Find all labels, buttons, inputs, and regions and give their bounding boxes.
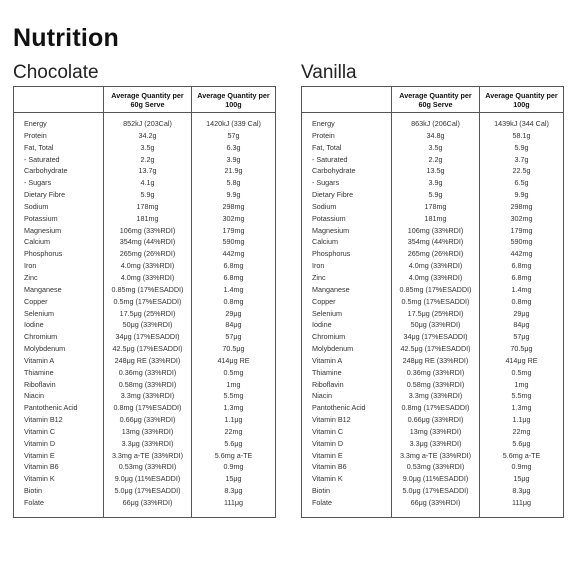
per-100g-cell: 9.9g bbox=[480, 189, 564, 201]
per-serve-cell: 42.5μg (17%ESADDI) bbox=[104, 343, 192, 355]
per-serve-cell: 863kJ (206Cal) bbox=[392, 113, 480, 130]
nutrient-name-cell: Vitamin D bbox=[14, 438, 104, 450]
nutrient-name-cell: - Sugars bbox=[14, 177, 104, 189]
per-100g-cell: 5.6mg a-TE bbox=[480, 450, 564, 462]
table-row bbox=[14, 331, 276, 343]
per-100g-cell: 1.4mg bbox=[192, 284, 276, 296]
per-100g-cell: 1.1μg bbox=[192, 414, 276, 426]
table-row bbox=[14, 438, 276, 450]
table-body bbox=[14, 113, 276, 518]
nutrient-name-cell: Molybdenum bbox=[302, 343, 392, 355]
per-100g-cell: 3.9g bbox=[192, 154, 276, 166]
per-serve-cell: 5.0μg (17%ESADDI) bbox=[104, 485, 192, 497]
per-serve-cell: 181mg bbox=[392, 213, 480, 225]
per-serve-cell: 3.3mg a-TE (33%RDI) bbox=[104, 450, 192, 462]
per-100g-cell: 8.3μg bbox=[192, 485, 276, 497]
chocolate-panel bbox=[13, 62, 275, 518]
table-row bbox=[14, 390, 276, 402]
nutrient-name-cell: Copper bbox=[302, 296, 392, 308]
nutrient-name-cell: Energy bbox=[302, 113, 392, 130]
vanilla-panel bbox=[301, 62, 563, 518]
table-row bbox=[14, 177, 276, 189]
nutrient-name-cell: Iron bbox=[302, 260, 392, 272]
per-100g-cell: 0.9mg bbox=[192, 461, 276, 473]
nutrient-name-cell: Vitamin A bbox=[14, 355, 104, 367]
per-serve-cell: 4.0mg (33%RDI) bbox=[392, 260, 480, 272]
per-serve-cell: 34μg (17%ESADDI) bbox=[104, 331, 192, 343]
per-serve-cell: 34.2g bbox=[104, 130, 192, 142]
per-serve-cell: 13mg (33%RDI) bbox=[104, 426, 192, 438]
per-serve-cell: 178mg bbox=[104, 201, 192, 213]
nutrient-name-cell: Chromium bbox=[14, 331, 104, 343]
nutrient-name-cell: Molybdenum bbox=[14, 343, 104, 355]
per-100g-cell: 6.8mg bbox=[192, 272, 276, 284]
per-serve-cell: 181mg bbox=[104, 213, 192, 225]
per-serve-cell: 0.5mg (17%ESADDI) bbox=[392, 296, 480, 308]
per-100g-cell: 57μg bbox=[192, 331, 276, 343]
table-body bbox=[302, 113, 564, 518]
per-serve-cell: 3.3μg (33%RDI) bbox=[392, 438, 480, 450]
nutrient-name-cell: Vitamin K bbox=[14, 473, 104, 485]
nutrient-name-cell: Potassium bbox=[302, 213, 392, 225]
per-serve-cell: 13mg (33%RDI) bbox=[392, 426, 480, 438]
per-serve-cell: 3.3μg (33%RDI) bbox=[104, 438, 192, 450]
per-serve-cell: 5.9g bbox=[104, 189, 192, 201]
per-serve-cell: 0.36mg (33%RDI) bbox=[392, 367, 480, 379]
per-100g-cell: 22mg bbox=[480, 426, 564, 438]
nutrient-name-cell: Iodine bbox=[14, 319, 104, 331]
table-row bbox=[302, 142, 564, 154]
per-serve-cell: 0.5mg (17%ESADDI) bbox=[104, 296, 192, 308]
per-serve-cell: 0.85mg (17%ESADDI) bbox=[104, 284, 192, 296]
nutrient-name-cell: Dietary Fibre bbox=[302, 189, 392, 201]
per-serve-cell: 0.8mg (17%ESADDI) bbox=[392, 402, 480, 414]
per-serve-cell: 354mg (44%RDI) bbox=[392, 236, 480, 248]
nutrient-name-cell: Selenium bbox=[14, 308, 104, 320]
header-serve-cell: Average Quantity per 60g Serve bbox=[392, 87, 480, 113]
per-100g-cell: 442mg bbox=[480, 248, 564, 260]
per-100g-cell: 6.8mg bbox=[480, 260, 564, 272]
table-row bbox=[14, 485, 276, 497]
per-serve-cell: 5.9g bbox=[392, 189, 480, 201]
table-row bbox=[302, 113, 564, 130]
per-serve-cell: 0.53mg (33%RDI) bbox=[392, 461, 480, 473]
per-serve-cell: 3.3mg a-TE (33%RDI) bbox=[392, 450, 480, 462]
per-100g-cell: 0.5mg bbox=[192, 367, 276, 379]
nutrient-name-cell: Vitamin E bbox=[302, 450, 392, 462]
nutrient-name-cell: Magnesium bbox=[14, 225, 104, 237]
nutrient-name-cell: Zinc bbox=[302, 272, 392, 284]
nutrient-name-cell: Vitamin C bbox=[14, 426, 104, 438]
table-row bbox=[14, 165, 276, 177]
panel-heading: Chocolate bbox=[13, 62, 99, 83]
table-row bbox=[14, 189, 276, 201]
table-row bbox=[14, 308, 276, 320]
per-serve-cell: 4.0mg (33%RDI) bbox=[104, 272, 192, 284]
table-row bbox=[302, 438, 564, 450]
per-100g-cell: 0.8mg bbox=[480, 296, 564, 308]
table-row bbox=[302, 485, 564, 497]
per-100g-cell: 302mg bbox=[192, 213, 276, 225]
per-100g-cell: 5.5mg bbox=[480, 390, 564, 402]
per-serve-cell: 34μg (17%ESADDI) bbox=[392, 331, 480, 343]
per-100g-cell: 298mg bbox=[480, 201, 564, 213]
per-serve-cell: 354mg (44%RDI) bbox=[104, 236, 192, 248]
per-100g-cell: 6.8mg bbox=[480, 272, 564, 284]
per-100g-cell: 111μg bbox=[192, 497, 276, 518]
per-100g-cell: 5.5mg bbox=[192, 390, 276, 402]
nutrition-table bbox=[13, 86, 276, 518]
table-row bbox=[302, 497, 564, 518]
nutrient-name-cell: Fat, Total bbox=[14, 142, 104, 154]
nutrient-name-cell: Calcium bbox=[302, 236, 392, 248]
nutrient-name-cell: Pantothenic Acid bbox=[302, 402, 392, 414]
table-row bbox=[302, 473, 564, 485]
per-serve-cell: 4.1g bbox=[104, 177, 192, 189]
nutrient-name-cell: - Saturated bbox=[14, 154, 104, 166]
per-serve-cell: 0.58mg (33%RDI) bbox=[104, 379, 192, 391]
per-100g-cell: 15μg bbox=[192, 473, 276, 485]
per-100g-cell: 590mg bbox=[480, 236, 564, 248]
per-100g-cell: 5.8g bbox=[192, 177, 276, 189]
table-row bbox=[302, 225, 564, 237]
per-100g-cell: 6.8mg bbox=[192, 260, 276, 272]
nutrient-name-cell: Biotin bbox=[302, 485, 392, 497]
table-row bbox=[302, 260, 564, 272]
nutrient-name-cell: Magnesium bbox=[302, 225, 392, 237]
nutrient-name-cell: Vitamin E bbox=[14, 450, 104, 462]
table-row bbox=[302, 343, 564, 355]
per-serve-cell: 9.0μg (11%ESADDI) bbox=[392, 473, 480, 485]
table-row bbox=[302, 414, 564, 426]
per-serve-cell: 265mg (26%RDI) bbox=[392, 248, 480, 260]
nutrient-name-cell: Phosphorus bbox=[302, 248, 392, 260]
per-100g-cell: 6.5g bbox=[480, 177, 564, 189]
nutrient-name-cell: Carbohydrate bbox=[14, 165, 104, 177]
nutrient-name-cell: Vitamin A bbox=[302, 355, 392, 367]
nutrient-name-cell: Vitamin C bbox=[302, 426, 392, 438]
table-row bbox=[302, 189, 564, 201]
table-row bbox=[302, 248, 564, 260]
per-100g-cell: 5.6μg bbox=[480, 438, 564, 450]
nutrition-table bbox=[301, 86, 564, 518]
per-serve-cell: 4.0mg (33%RDI) bbox=[392, 272, 480, 284]
nutrient-name-cell: Niacin bbox=[302, 390, 392, 402]
table-row bbox=[14, 130, 276, 142]
per-serve-cell: 4.0mg (33%RDI) bbox=[104, 260, 192, 272]
nutrient-name-cell: Sodium bbox=[302, 201, 392, 213]
nutrient-name-cell: Thiamine bbox=[14, 367, 104, 379]
per-serve-cell: 34.8g bbox=[392, 130, 480, 142]
table-row bbox=[14, 343, 276, 355]
header-name-cell bbox=[14, 87, 104, 113]
table-row bbox=[14, 379, 276, 391]
table-row bbox=[302, 130, 564, 142]
per-100g-cell: 1439kJ (344 Cal) bbox=[480, 113, 564, 130]
table-row bbox=[14, 213, 276, 225]
table-row bbox=[14, 236, 276, 248]
table-row bbox=[14, 142, 276, 154]
per-100g-cell: 70.5μg bbox=[480, 343, 564, 355]
per-100g-cell: 590mg bbox=[192, 236, 276, 248]
nutrient-name-cell: Zinc bbox=[14, 272, 104, 284]
nutrient-name-cell: Vitamin B12 bbox=[302, 414, 392, 426]
per-100g-cell: 1.1μg bbox=[480, 414, 564, 426]
per-serve-cell: 265mg (26%RDI) bbox=[104, 248, 192, 260]
per-100g-cell: 57g bbox=[192, 130, 276, 142]
per-100g-cell: 9.9g bbox=[192, 189, 276, 201]
table-row bbox=[302, 308, 564, 320]
per-100g-cell: 58.1g bbox=[480, 130, 564, 142]
table-row bbox=[302, 272, 564, 284]
nutrient-name-cell: Vitamin B6 bbox=[302, 461, 392, 473]
nutrient-name-cell: Fat, Total bbox=[302, 142, 392, 154]
table-header-row bbox=[14, 87, 276, 113]
table-row bbox=[302, 319, 564, 331]
per-serve-cell: 248μg RE (33%RDI) bbox=[104, 355, 192, 367]
table-row bbox=[302, 426, 564, 438]
header-100g-cell: Average Quantity per 100g bbox=[480, 87, 564, 113]
nutrient-name-cell: Vitamin K bbox=[302, 473, 392, 485]
nutrient-name-cell: Riboflavin bbox=[14, 379, 104, 391]
nutrient-name-cell: Chromium bbox=[302, 331, 392, 343]
per-100g-cell: 5.6μg bbox=[192, 438, 276, 450]
per-serve-cell: 2.2g bbox=[104, 154, 192, 166]
nutrient-name-cell: Iron bbox=[14, 260, 104, 272]
per-serve-cell: 0.58mg (33%RDI) bbox=[392, 379, 480, 391]
per-100g-cell: 1.4mg bbox=[480, 284, 564, 296]
table-row bbox=[302, 461, 564, 473]
nutrient-name-cell: - Saturated bbox=[302, 154, 392, 166]
per-100g-cell: 1.3mg bbox=[192, 402, 276, 414]
table-row bbox=[14, 367, 276, 379]
nutrient-name-cell: Manganese bbox=[14, 284, 104, 296]
per-100g-cell: 84μg bbox=[192, 319, 276, 331]
per-serve-cell: 3.5g bbox=[104, 142, 192, 154]
per-serve-cell: 66μg (33%RDI) bbox=[104, 497, 192, 518]
header-100g-cell: Average Quantity per 100g bbox=[192, 87, 276, 113]
per-100g-cell: 22.5g bbox=[480, 165, 564, 177]
nutrient-name-cell: Sodium bbox=[14, 201, 104, 213]
nutrient-name-cell: Phosphorus bbox=[14, 248, 104, 260]
nutrient-name-cell: Selenium bbox=[302, 308, 392, 320]
nutrient-name-cell: Niacin bbox=[14, 390, 104, 402]
nutrient-name-cell: Protein bbox=[302, 130, 392, 142]
table-row bbox=[14, 450, 276, 462]
table-header-row bbox=[302, 87, 564, 113]
per-100g-cell: 84μg bbox=[480, 319, 564, 331]
table-row bbox=[14, 497, 276, 518]
table-row bbox=[302, 379, 564, 391]
nutrient-name-cell: Iodine bbox=[302, 319, 392, 331]
per-100g-cell: 0.9mg bbox=[480, 461, 564, 473]
table-row bbox=[302, 213, 564, 225]
per-100g-cell: 0.8mg bbox=[192, 296, 276, 308]
nutrient-name-cell: Dietary Fibre bbox=[14, 189, 104, 201]
table-row bbox=[14, 473, 276, 485]
per-100g-cell: 29μg bbox=[192, 308, 276, 320]
per-serve-cell: 248μg RE (33%RDI) bbox=[392, 355, 480, 367]
per-100g-cell: 8.3μg bbox=[480, 485, 564, 497]
table-row bbox=[14, 154, 276, 166]
nutrient-name-cell: Riboflavin bbox=[302, 379, 392, 391]
per-serve-cell: 42.5μg (17%ESADDI) bbox=[392, 343, 480, 355]
table-row bbox=[14, 461, 276, 473]
table-row bbox=[14, 414, 276, 426]
nutrient-name-cell: Potassium bbox=[14, 213, 104, 225]
per-100g-cell: 1.3mg bbox=[480, 402, 564, 414]
per-100g-cell: 414μg RE bbox=[192, 355, 276, 367]
per-100g-cell: 1mg bbox=[480, 379, 564, 391]
per-100g-cell: 111μg bbox=[480, 497, 564, 518]
table-row bbox=[14, 319, 276, 331]
table-row bbox=[14, 248, 276, 260]
table-row bbox=[302, 296, 564, 308]
table-row bbox=[302, 450, 564, 462]
per-serve-cell: 0.36mg (33%RDI) bbox=[104, 367, 192, 379]
per-serve-cell: 0.85mg (17%ESADDI) bbox=[392, 284, 480, 296]
table-row bbox=[302, 390, 564, 402]
per-serve-cell: 17.5μg (25%RDI) bbox=[104, 308, 192, 320]
table-row bbox=[14, 426, 276, 438]
per-100g-cell: 442mg bbox=[192, 248, 276, 260]
per-serve-cell: 66μg (33%RDI) bbox=[392, 497, 480, 518]
per-100g-cell: 57μg bbox=[480, 331, 564, 343]
header-name-cell bbox=[302, 87, 392, 113]
per-100g-cell: 5.9g bbox=[480, 142, 564, 154]
nutrient-name-cell: Carbohydrate bbox=[302, 165, 392, 177]
table-row bbox=[14, 225, 276, 237]
per-serve-cell: 17.5μg (25%RDI) bbox=[392, 308, 480, 320]
per-100g-cell: 0.5mg bbox=[480, 367, 564, 379]
table-row bbox=[14, 201, 276, 213]
nutrient-name-cell: Vitamin D bbox=[302, 438, 392, 450]
table-row bbox=[302, 165, 564, 177]
table-row bbox=[14, 260, 276, 272]
table-row bbox=[302, 284, 564, 296]
table-row bbox=[302, 236, 564, 248]
per-serve-cell: 3.5g bbox=[392, 142, 480, 154]
table-row bbox=[302, 402, 564, 414]
nutrient-name-cell: Manganese bbox=[302, 284, 392, 296]
per-100g-cell: 3.7g bbox=[480, 154, 564, 166]
nutrient-name-cell: Copper bbox=[14, 296, 104, 308]
per-serve-cell: 50μg (33%RDI) bbox=[104, 319, 192, 331]
nutrient-name-cell: Biotin bbox=[14, 485, 104, 497]
per-serve-cell: 3.3mg (33%RDI) bbox=[392, 390, 480, 402]
per-100g-cell: 21.9g bbox=[192, 165, 276, 177]
per-100g-cell: 6.3g bbox=[192, 142, 276, 154]
header-serve-cell: Average Quantity per 60g Serve bbox=[104, 87, 192, 113]
table-row bbox=[302, 177, 564, 189]
per-serve-cell: 852kJ (203Cal) bbox=[104, 113, 192, 130]
per-100g-cell: 29μg bbox=[480, 308, 564, 320]
table-row bbox=[14, 355, 276, 367]
per-serve-cell: 106mg (33%RDI) bbox=[104, 225, 192, 237]
nutrient-name-cell: - Sugars bbox=[302, 177, 392, 189]
table-row bbox=[302, 367, 564, 379]
page-title: Nutrition bbox=[13, 24, 119, 52]
per-serve-cell: 178mg bbox=[392, 201, 480, 213]
table-row bbox=[14, 284, 276, 296]
per-serve-cell: 13.5g bbox=[392, 165, 480, 177]
nutrient-name-cell: Folate bbox=[302, 497, 392, 518]
per-serve-cell: 50μg (33%RDI) bbox=[392, 319, 480, 331]
table-row bbox=[14, 113, 276, 130]
nutrient-name-cell: Folate bbox=[14, 497, 104, 518]
per-serve-cell: 3.9g bbox=[392, 177, 480, 189]
per-serve-cell: 5.0μg (17%ESADDI) bbox=[392, 485, 480, 497]
table-row bbox=[302, 331, 564, 343]
nutrient-name-cell: Pantothenic Acid bbox=[14, 402, 104, 414]
table-row bbox=[14, 296, 276, 308]
per-serve-cell: 0.66μg (33%RDI) bbox=[392, 414, 480, 426]
per-serve-cell: 0.66μg (33%RDI) bbox=[104, 414, 192, 426]
panel-heading: Vanilla bbox=[301, 62, 357, 83]
per-100g-cell: 179mg bbox=[192, 225, 276, 237]
nutrient-name-cell: Thiamine bbox=[302, 367, 392, 379]
per-serve-cell: 9.0μg (11%ESADDI) bbox=[104, 473, 192, 485]
per-100g-cell: 70.5μg bbox=[192, 343, 276, 355]
per-serve-cell: 106mg (33%RDI) bbox=[392, 225, 480, 237]
per-100g-cell: 302mg bbox=[480, 213, 564, 225]
table-row bbox=[302, 355, 564, 367]
per-100g-cell: 1420kJ (339 Cal) bbox=[192, 113, 276, 130]
nutrient-name-cell: Calcium bbox=[14, 236, 104, 248]
nutrient-name-cell: Energy bbox=[14, 113, 104, 130]
per-serve-cell: 2.2g bbox=[392, 154, 480, 166]
per-100g-cell: 414μg RE bbox=[480, 355, 564, 367]
table-row bbox=[14, 402, 276, 414]
nutrient-name-cell: Protein bbox=[14, 130, 104, 142]
per-serve-cell: 3.3mg (33%RDI) bbox=[104, 390, 192, 402]
table-row bbox=[302, 154, 564, 166]
table-row bbox=[14, 272, 276, 284]
per-100g-cell: 5.6mg a-TE bbox=[192, 450, 276, 462]
per-serve-cell: 0.8mg (17%ESADDI) bbox=[104, 402, 192, 414]
per-100g-cell: 1mg bbox=[192, 379, 276, 391]
table-row bbox=[302, 201, 564, 213]
nutrient-name-cell: Vitamin B6 bbox=[14, 461, 104, 473]
per-100g-cell: 22mg bbox=[192, 426, 276, 438]
nutrient-name-cell: Vitamin B12 bbox=[14, 414, 104, 426]
per-serve-cell: 13.7g bbox=[104, 165, 192, 177]
per-100g-cell: 15μg bbox=[480, 473, 564, 485]
per-serve-cell: 0.53mg (33%RDI) bbox=[104, 461, 192, 473]
per-100g-cell: 298mg bbox=[192, 201, 276, 213]
per-100g-cell: 179mg bbox=[480, 225, 564, 237]
